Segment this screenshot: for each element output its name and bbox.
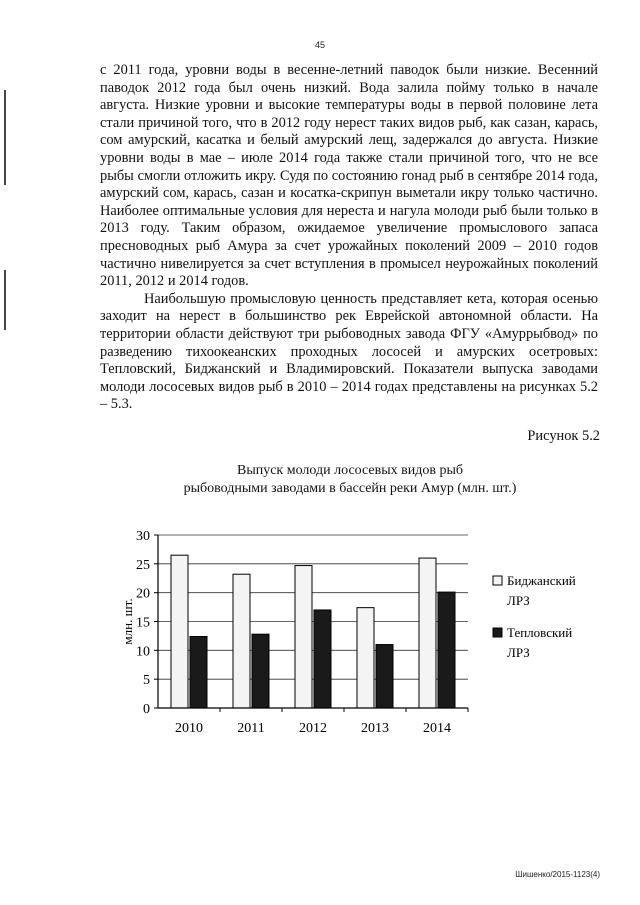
x-tick-label: 2013 bbox=[361, 721, 389, 736]
bar-teplovsky-2013 bbox=[376, 645, 393, 708]
y-tick-label: 10 bbox=[136, 644, 150, 660]
legend-swatch-0 bbox=[493, 576, 502, 585]
legend-label-0: Биджанский bbox=[507, 573, 576, 588]
legend-swatch-1 bbox=[493, 628, 502, 637]
margin-mark-bottom bbox=[4, 270, 6, 330]
bar-bidzhansky-2011 bbox=[233, 574, 250, 708]
bar-teplovsky-2010 bbox=[190, 636, 207, 708]
bar-teplovsky-2011 bbox=[252, 634, 269, 708]
x-tick-label: 2012 bbox=[299, 721, 327, 736]
legend-label-1: Тепловский bbox=[507, 625, 573, 640]
y-tick-label: 30 bbox=[136, 529, 150, 544]
chart-title bbox=[100, 462, 600, 498]
bar-bidzhansky-2012 bbox=[295, 566, 312, 708]
y-tick-label: 25 bbox=[136, 557, 150, 573]
legend-label-0-line2: ЛРЗ bbox=[507, 593, 530, 608]
x-tick-label: 2014 bbox=[423, 721, 451, 736]
bar-bidzhansky-2014 bbox=[419, 558, 436, 708]
legend-label-1-line2: ЛРЗ bbox=[507, 645, 530, 660]
margin-mark-top bbox=[4, 90, 6, 185]
body-text bbox=[100, 62, 598, 414]
x-tick-label: 2010 bbox=[175, 721, 203, 736]
y-tick-label: 20 bbox=[136, 586, 150, 602]
y-tick-label: 15 bbox=[136, 615, 150, 631]
bar-bidzhansky-2013 bbox=[357, 608, 374, 708]
legend bbox=[493, 573, 576, 660]
bar-bidzhansky-2010 bbox=[171, 555, 188, 708]
y-tick-label: 5 bbox=[143, 673, 150, 689]
page-number: 45 bbox=[314, 40, 325, 50]
bar-teplovsky-2014 bbox=[438, 592, 455, 708]
bar-teplovsky-2012 bbox=[314, 610, 331, 708]
footer-code: Шишенко/2015-1123(4) bbox=[515, 870, 600, 879]
paragraph-1: с 2011 года, уровни воды в весенне-летний паводок были низкие. Весенний паводок 2012 года был очень низкий. Вода залила пойму только в начале августа. Низкие уровни и высокие температуры воды в первой половине лета стали причиной того, что в 2012 году нерест таких видов рыб, как сазан, карась, сом амурский, касатка и белый амурский лещ, задержался до августа. Низкие уровни воды в мае – июле 2014 года также стали причиной того, что не все рыбы смогли отложить икру. Судя по состоянию гонад рыб в сентябре 2014 года, амурский сом, карась, сазан и косатка-скрипун выметали икру только частично. Наиболее оптимальные условия для нереста и нагула молоди рыб были только в 2013 году. Таким образом, ожидаемое увеличение промыслового запаса пресноводных рыб Амура за счет урожайных поколений 2009 – 2010 годов частично нивелируется за счет вступления в промысел неурожайных поколений 2011, 2012 и 2014 годов. bbox=[100, 62, 598, 290]
bar-chart bbox=[100, 515, 620, 750]
x-tick-label: 2011 bbox=[237, 721, 265, 736]
paragraph-2: Наибольшую промысловую ценность представляет кета, которая осенью заходит на нерест в большинство рек Еврейской автономной области. На территории области действуют три рыбоводных завода ФГУ «Амуррыбвод» по разведению тихоокеанских проходных лососей и амурских осетровых: Тепловский, Биджанский и Владимировский. Показатели выпуска заводами молоди лососевых видов рыб в 2010 – 2014 годах представлены на рисунках 5.2 – 5.3. bbox=[100, 290, 598, 413]
chart-title-line-1: Выпуск молоди лососевых видов рыб bbox=[236, 463, 463, 478]
y-tick-label: 0 bbox=[143, 702, 150, 717]
y-axis-label: млн. шт. bbox=[120, 598, 135, 645]
figure-label: Рисунок 5.2 bbox=[527, 428, 600, 444]
chart-title-line-2: рыбоводными заводами в бассейн реки Амур (млн. шт.) bbox=[183, 481, 517, 496]
bars bbox=[171, 555, 455, 708]
